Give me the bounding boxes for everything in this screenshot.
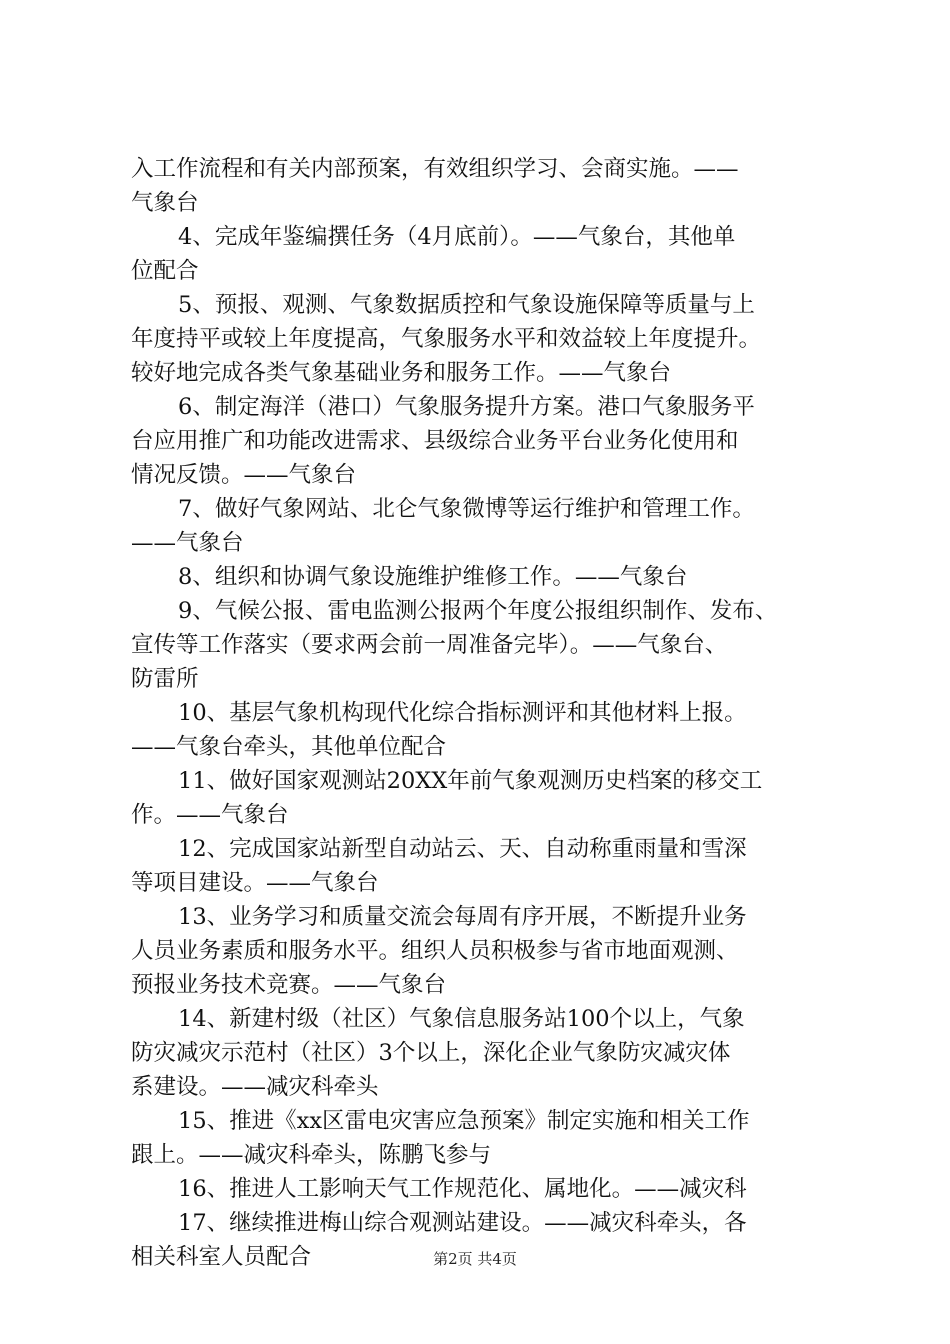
text-line: 等项目建设。——气象台 <box>131 870 379 896</box>
text-line: 14、新建村级（社区）气象信息服务站100个以上，气象 <box>178 1006 745 1032</box>
text-line: 5、预报、观测、气象数据质控和气象设施保障等质量与上 <box>178 292 755 318</box>
text-line: 较好地完成各类气象基础业务和服务工作。——气象台 <box>131 360 672 386</box>
text-line: 16、推进人工影响天气工作规范化、属地化。——减灾科 <box>178 1176 747 1202</box>
text-line: 相关科室人员配合 <box>131 1244 312 1270</box>
text-line: 12、完成国家站新型自动站云、天、自动称重雨量和雪深 <box>178 836 747 862</box>
text-line: ——气象台 <box>131 530 244 556</box>
text-line: 入工作流程和有关内部预案，有效组织学习、会商实施。—— <box>131 156 739 182</box>
text-line: 6、制定海洋（港口）气象服务提升方案。港口气象服务平 <box>178 394 755 420</box>
text-line: 9、气候公报、雷电监测公报两个年度公报组织制作、发布、 <box>178 598 778 624</box>
text-line: 位配合 <box>131 258 199 284</box>
text-line: 10、基层气象机构现代化综合指标测评和其他材料上报。 <box>178 700 747 726</box>
text-line: 系建设。——减灾科牵头 <box>131 1074 379 1100</box>
text-line: 防雷所 <box>131 666 199 692</box>
document-body <box>131 152 843 1274</box>
text-line: 台应用推广和功能改进需求、县级综合业务平台业务化使用和 <box>131 428 739 454</box>
text-line: 17、继续推进梅山综合观测站建设。——减灾科牵头，各 <box>178 1210 747 1236</box>
text-line: 防灾减灾示范村（社区）3个以上，深化企业气象防灾减灾体 <box>131 1040 731 1066</box>
text-line: 宣传等工作落实（要求两会前一周准备完毕）。——气象台、 <box>131 632 728 658</box>
text-line: 11、做好国家观测站20XX年前气象观测历史档案的移交工 <box>178 768 763 794</box>
text-line: 4、完成年鉴编撰任务（4月底前）。——气象台，其他单 <box>178 224 736 250</box>
text-line: 跟上。——减灾科牵头，陈鹏飞参与 <box>131 1142 492 1168</box>
text-line: 年度持平或较上年度提高，气象服务水平和效益较上年度提升。 <box>131 326 762 352</box>
text-line: 7、做好气象网站、北仑气象微博等运行维护和管理工作。 <box>178 496 755 522</box>
text-line: 预报业务技术竞赛。——气象台 <box>131 972 447 998</box>
text-line: 人员业务素质和服务水平。组织人员积极参与省市地面观测、 <box>131 938 739 964</box>
page-footer: 第2页 共4页 <box>433 1250 517 1268</box>
text-line: 情况反馈。——气象台 <box>131 462 357 488</box>
text-line: 作。——气象台 <box>131 802 289 828</box>
text-line: 13、业务学习和质量交流会每周有序开展，不断提升业务 <box>178 904 747 930</box>
text-line: 15、推进《xx区雷电灾害应急预案》制定实施和相关工作 <box>178 1108 750 1134</box>
text-line: ——气象台牵头，其他单位配合 <box>131 734 447 760</box>
text-line: 气象台 <box>131 190 199 216</box>
text-line: 8、组织和协调气象设施维护维修工作。——气象台 <box>178 564 688 590</box>
